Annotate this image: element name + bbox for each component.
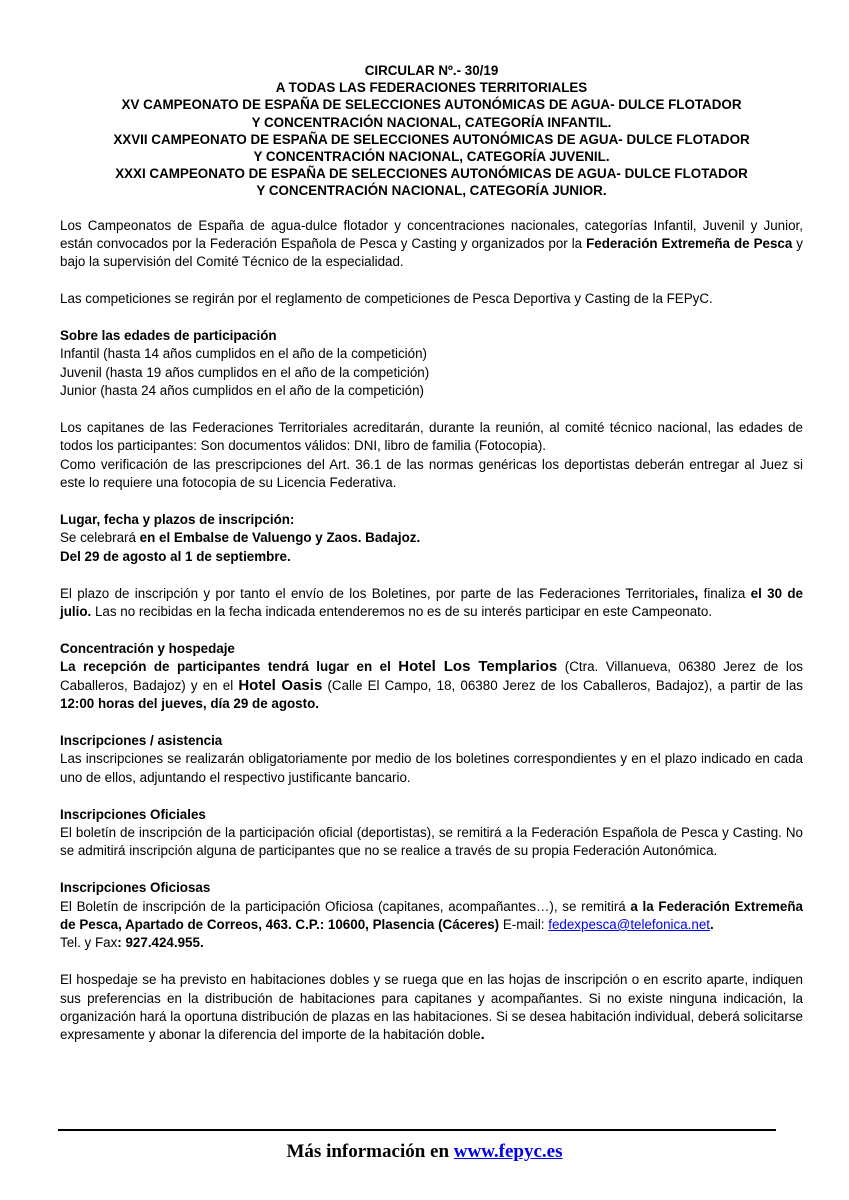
circular-number: CIRCULAR Nº.- 30/19: [364, 63, 499, 78]
oficiosas-paragraph: [60, 898, 803, 935]
oficiosas-heading: Inscripciones Oficiosas: [60, 880, 211, 896]
intro-text-end: y bajo la supervisión del Comité Técnico de la especialidad.: [60, 236, 803, 270]
lugar-line: [60, 529, 803, 547]
hotel-oasis: Hotel Oasis: [238, 676, 323, 694]
plazo-text-end: Las no recibidas en la fecha indicada entenderemos no es de su interés participar en este Campeonato.: [91, 604, 713, 620]
header-line: Y CONCENTRACIÓN NACIONAL, CATEGORÍA INFANTIL.: [251, 114, 612, 130]
footer-text: Más información en: [286, 1141, 454, 1162]
header-line: Y CONCENTRACIÓN NACIONAL, CATEGORÍA JUVENIL.: [253, 149, 610, 165]
reglamento-paragraph: Las competiciones se regirán por el reglamento de competiciones de Pesca Deportiva y Casting de la FEPyC.: [60, 291, 713, 307]
edades-heading: Sobre las edades de participación: [60, 328, 277, 344]
lugar-text: Se celebrará: [60, 530, 140, 546]
organizer-name: Federación Extremeña de Pesca: [586, 236, 793, 252]
intro-paragraph: [60, 217, 803, 272]
lugar-location: en el Embalse de Valuengo y Zaos. Badajoz.: [139, 530, 421, 546]
hotel-templarios-address: (Ctra. Villanueva, 06380 Jerez de los Caballeros, Badajoz) y en el: [60, 659, 803, 693]
header-line: XXVII CAMPEONATO DE ESPAÑA DE SELECCIONES AUTONÓMICAS DE AGUA- DULCE FLOTADOR: [113, 131, 750, 147]
email-label: E-mail:: [499, 916, 549, 932]
tel-number: : 927.424.955.: [117, 935, 204, 951]
asistencia-paragraph: Las inscripciones se realizarán obligatoriamente por medio de los boletines correspondientes y en el plazo indicado en cada uno de ellos, adjuntando el respectivo justificante bancario.: [60, 751, 803, 785]
oficiosas-period: .: [710, 916, 714, 932]
footer: [0, 1141, 849, 1163]
plazo-paragraph: [60, 585, 803, 622]
recepcion-text: La recepción de participantes tendrá lugar en el: [60, 659, 399, 675]
plazo-deadline: el 30 de julio.: [60, 585, 803, 620]
footer-link[interactable]: www.fepyc.es: [453, 1141, 563, 1162]
intro-text: Los Campeonatos de España de agua-dulce flotador y concentraciones nacionales, categorías Infantil, Juvenil y Junior, están convocados por la Federación Española de Pesca y Casting y organizados por la: [60, 217, 803, 252]
footer-divider: [58, 1129, 776, 1131]
plazo-comma: ,: [694, 585, 699, 601]
hospedaje-paragraph: [60, 971, 803, 1045]
lugar-heading: Lugar, fecha y plazos de inscripción:: [60, 512, 295, 528]
plazo-text: finaliza: [698, 585, 751, 601]
header-line: A TODAS LAS FEDERACIONES TERRITORIALES: [275, 80, 588, 96]
oficiales-heading: Inscripciones Oficiales: [60, 806, 206, 822]
capitanes-paragraph: Los capitanes de las Federaciones Territoriales acreditarán, durante la reunión, al comité técnico nacional, las edades de todos los participantes: Son documentos válidos: DNI, libro de familia (Fotocopia).: [60, 420, 803, 454]
edad-item: Juvenil (hasta 19 años cumplidos en el año de la competición): [60, 364, 430, 380]
header-line: XV CAMPEONATO DE ESPAÑA DE SELECCIONES AUTONÓMICAS DE AGUA- DULCE FLOTADOR: [121, 97, 742, 113]
header-line: Y CONCENTRACIÓN NACIONAL, CATEGORÍA JUNIOR.: [256, 183, 607, 199]
header-line: XXXI CAMPEONATO DE ESPAÑA DE SELECCIONES AUTONÓMICAS DE AGUA- DULCE FLOTADOR: [115, 166, 748, 182]
oficiosas-text: El Boletín de inscripción de la participación Oficiosa (capitanes, acompañantes…), se remitirá: [60, 898, 631, 914]
edad-item: Infantil (hasta 14 años cumplidos en el año de la competición): [60, 346, 427, 362]
edad-item: Junior (hasta 24 años cumplidos en el año de la competición): [60, 383, 424, 399]
asistencia-heading: Inscripciones / asistencia: [60, 732, 223, 748]
circular-header: [60, 62, 803, 200]
concentracion-heading: Concentración y hospedaje: [60, 640, 235, 656]
lugar-dates: Del 29 de agosto al 1 de septiembre.: [60, 548, 291, 564]
document-body: [60, 62, 803, 1045]
tel-label: Tel. y Fax: [60, 935, 118, 951]
email-link[interactable]: fedexpesca@telefonica.net: [548, 916, 710, 932]
verificacion-paragraph: Como verificación de las prescripciones del Art. 36.1 de las normas genéricas los deportistas deberán entregar al Juez si este lo requiere una fotocopia de su Licencia Federativa.: [60, 456, 803, 491]
hospedaje-end: .: [480, 1026, 485, 1044]
hotel-templarios: Hotel Los Templarios: [398, 658, 558, 676]
hospedaje-text: El hospedaje se ha previsto en habitaciones dobles y se ruega que en las hojas de inscripción o en escrito aparte, indiquen sus preferencias en la distribución de habitaciones para capitanes y acompañantes. Si no existe ninguna indicación, la organización hará la oportuna distribución de plazas en las habitaciones. Si se desea habitación individual, deberá solicitarse expresamente y abonar la diferencia del importe de la habitación doble: [60, 972, 803, 1043]
recepcion-time: 12:00 horas del jueves, día 29 de agosto.: [60, 696, 319, 712]
tel-line: [60, 934, 803, 952]
concentracion-paragraph: [60, 658, 803, 713]
hotel-oasis-address: (Calle El Campo, 18, 06380 Jerez de los Caballeros, Badajoz), a partir de las: [322, 677, 803, 693]
oficiales-paragraph: El boletín de inscripción de la participación oficial (deportistas), se remitirá a la Federación Española de Pesca y Casting. No se admitirá inscripción alguna de participantes que no se realice a través de su propia Federación Autonómica.: [60, 824, 803, 859]
plazo-text: El plazo de inscripción y por tanto el envío de los Boletines, por parte de las Federaciones Territoriales: [60, 585, 695, 601]
oficiosas-address: a la Federación Extremeña de Pesca, Apartado de Correos, 463. C.P.: 10600, Plasencia (Cáceres): [60, 898, 803, 932]
